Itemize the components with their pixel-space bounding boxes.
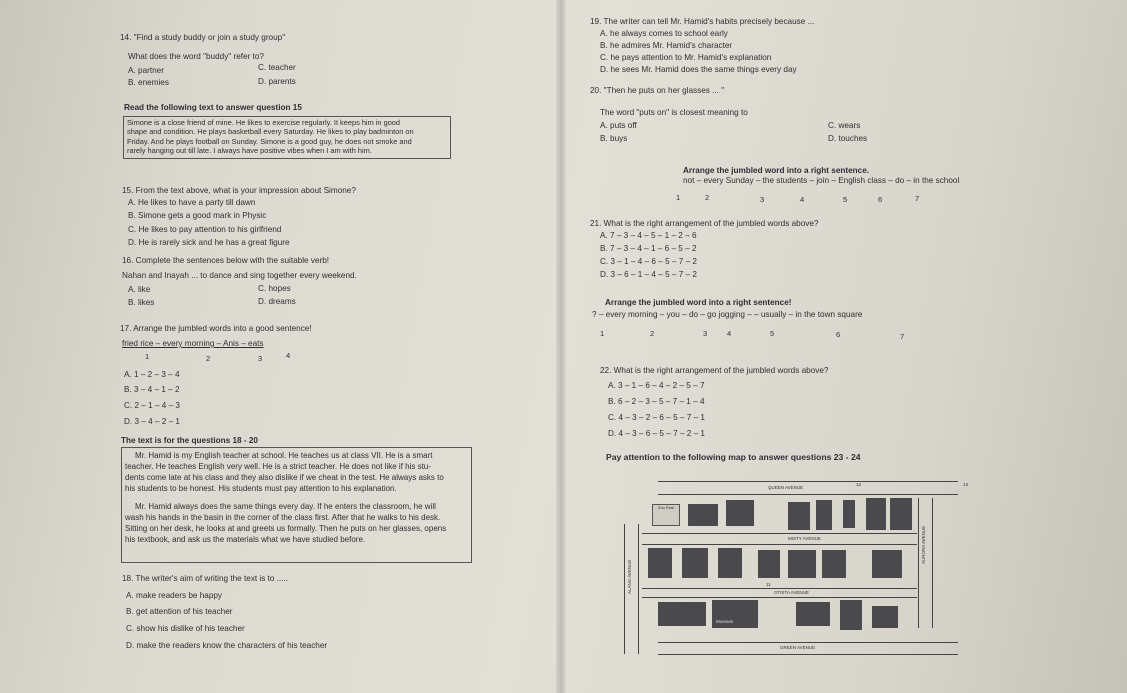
q18-option-a: A. make readers be happy bbox=[126, 591, 223, 600]
q19-prompt: 19. The writer can tell Mr. Hamid's habits precisely because ... bbox=[590, 17, 815, 26]
arrange1-num: 1 bbox=[676, 193, 681, 202]
road-edge bbox=[918, 498, 919, 628]
q14-option-a: A. partner bbox=[128, 66, 164, 75]
story-line: dents come late at his class and they also dislike if we cheat in the test. He always asks to bbox=[125, 473, 444, 482]
street-label: QUEEN AVENUE bbox=[768, 485, 804, 490]
q16-option-d: D. dreams bbox=[258, 297, 296, 306]
story-line: his students to be honest. His students must pay attention to his explanation. bbox=[125, 484, 397, 493]
q17-option-c: C. 2 – 1 – 4 – 3 bbox=[124, 401, 180, 410]
q14-question: What does the word "buddy" refer to? bbox=[128, 52, 264, 61]
road-edge bbox=[658, 654, 958, 655]
q14-prompt: 14. "Find a study buddy or join a study group" bbox=[120, 33, 286, 42]
road-edge bbox=[638, 524, 639, 654]
map-heading: Pay attention to the following map to answer questions 23 - 24 bbox=[606, 452, 861, 462]
map-block bbox=[788, 502, 810, 530]
road-edge bbox=[658, 642, 958, 643]
arrange2-num: 4 bbox=[727, 329, 732, 338]
q17-prompt: 17. Arrange the jumbled words into a good sentence! bbox=[120, 324, 312, 333]
reading-heading: Read the following text to answer question 15 bbox=[124, 103, 302, 112]
map-block bbox=[726, 500, 754, 526]
arrange2-num: 3 bbox=[703, 329, 708, 338]
arrange1-num: 2 bbox=[705, 193, 710, 202]
q22-prompt: 22. What is the right arrangement of the jumbled words above? bbox=[600, 366, 829, 375]
q17-num: 3 bbox=[258, 354, 263, 363]
story-heading: The text is for the questions 18 - 20 bbox=[121, 436, 258, 445]
arrange2-num: 2 bbox=[650, 329, 655, 338]
map-block bbox=[718, 548, 742, 578]
arrange1-num: 4 bbox=[800, 195, 805, 204]
arrange1-num: 5 bbox=[843, 195, 848, 204]
reading-line: rarely hanging out till late. I always have positive vibes when I am with him. bbox=[127, 145, 372, 155]
story-line: his textbook, and ask us the materials what we have studied before. bbox=[125, 535, 366, 544]
q20-prompt: 20. "Then he puts on her glasses ... " bbox=[590, 86, 725, 95]
arrange2-num: 7 bbox=[900, 332, 905, 341]
road-edge bbox=[932, 498, 933, 628]
q19-option-d: D. he sees Mr. Hamid does the same things every day bbox=[600, 65, 797, 74]
q20-option-d: D. touches bbox=[828, 134, 868, 143]
city-map bbox=[618, 476, 973, 661]
q21-option-a: A. 7 – 3 – 4 – 5 – 1 – 2 – 6 bbox=[600, 231, 697, 240]
arrange2-num: 5 bbox=[770, 329, 775, 338]
q20-option-c: C. wears bbox=[828, 121, 861, 130]
road-edge bbox=[642, 588, 917, 589]
story-line: wash his hands in the basin in the corner of the class first. After that he walks to his desk. bbox=[125, 513, 441, 522]
q16-sentence: Nahan and Inayah ... to dance and sing together every weekend. bbox=[122, 271, 357, 280]
q18-option-d: D. make the readers know the characters of his teacher bbox=[126, 641, 328, 650]
q16-option-c: C. hopes bbox=[258, 284, 291, 293]
q17-option-a: A. 1 – 2 – 3 – 4 bbox=[124, 370, 180, 379]
q17-num: 2 bbox=[206, 354, 211, 363]
street-label: OTISTA AVENUE bbox=[774, 590, 809, 595]
q17-num: 1 bbox=[145, 352, 150, 361]
map-number: 12 bbox=[856, 482, 862, 487]
q22-option-a: A. 3 – 1 – 6 – 4 – 2 – 5 – 7 bbox=[608, 381, 705, 390]
page-fold bbox=[556, 0, 566, 693]
q15-option-d: D. He is rarely sick and he has a great figure bbox=[128, 238, 290, 247]
q18-prompt: 18. The writer's aim of writing the text is to ..... bbox=[122, 574, 289, 583]
q20-option-a: A. puts off bbox=[600, 121, 637, 130]
zoo-park bbox=[652, 504, 680, 526]
q20-option-b: B. buys bbox=[600, 134, 628, 143]
q16-prompt: 16. Complete the sentences below with the suitable verb! bbox=[122, 256, 330, 265]
q21-option-c: C. 3 – 1 – 4 – 6 – 5 – 7 – 2 bbox=[600, 257, 697, 266]
arrange1-words: not – every Sunday – the students – join – English class – do – in the school bbox=[683, 176, 960, 185]
map-block bbox=[788, 550, 816, 578]
q22-option-c: C. 4 – 3 – 2 – 6 – 5 – 7 – 1 bbox=[608, 413, 705, 422]
q15-option-a: A. He likes to have a party till dawn bbox=[128, 198, 256, 207]
reading-line: Friday. And he plays football on Sunday. Simone is a good guy, he does not smoke and bbox=[127, 136, 412, 146]
story-line: Mr. Hamid always does the same things every day. If he enters the classroom, he will bbox=[135, 502, 436, 511]
q19-option-a: A. he always comes to school early bbox=[600, 29, 728, 38]
map-block bbox=[758, 550, 780, 578]
map-block bbox=[816, 500, 832, 530]
map-block bbox=[648, 548, 672, 578]
q15-option-c: C. He likes to pay attention to his girlfriend bbox=[128, 225, 282, 234]
q21-option-b: B. 7 – 3 – 4 – 1 – 6 – 5 – 2 bbox=[600, 244, 697, 253]
road-edge bbox=[658, 481, 958, 482]
q15-prompt: 15. From the text above, what is your impression about Simone? bbox=[122, 186, 356, 195]
arrange1-heading: Arrange the jumbled word into a right sentence. bbox=[683, 166, 870, 175]
map-block bbox=[840, 600, 862, 630]
q22-option-d: D. 4 – 3 – 6 – 5 – 7 – 2 – 1 bbox=[608, 429, 705, 438]
map-block bbox=[890, 498, 912, 530]
arrange2-num: 6 bbox=[836, 330, 841, 339]
q19-option-c: C. he pays attention to Mr. Hamid's explanation bbox=[600, 53, 772, 62]
map-block bbox=[822, 550, 846, 578]
street-label: MISTY AVENUE bbox=[788, 536, 821, 541]
road-edge bbox=[642, 597, 917, 598]
q14-option-c: C. teacher bbox=[258, 63, 296, 72]
q16-option-b: B. likes bbox=[128, 298, 155, 307]
street-label: ALANG AVENUE bbox=[627, 559, 632, 594]
q18-option-c: C. show his dislike of his teacher bbox=[126, 624, 245, 633]
map-block bbox=[872, 550, 902, 578]
street-label: AURORA AVENUE bbox=[921, 525, 926, 564]
map-block bbox=[688, 504, 718, 526]
q18-option-b: B. get attention of his teacher bbox=[126, 607, 233, 616]
q21-option-d: D. 3 – 6 – 1 – 4 – 5 – 7 – 2 bbox=[600, 270, 697, 279]
q17-option-d: D. 3 – 4 – 2 – 1 bbox=[124, 417, 180, 426]
reading-line: Simone is a close friend of mine. He likes to exercise regularly. It keeps him in good bbox=[127, 118, 401, 127]
map-block bbox=[866, 498, 886, 530]
road-edge bbox=[658, 494, 958, 495]
story-box bbox=[121, 447, 472, 563]
q16-option-a: A. like bbox=[128, 285, 151, 294]
q19-option-b: B. he admires Mr. Hamid's character bbox=[600, 41, 733, 50]
road-edge bbox=[642, 533, 917, 534]
arrange1-num: 6 bbox=[878, 195, 883, 204]
arrange1-num: 7 bbox=[915, 194, 920, 203]
q17-num: 4 bbox=[286, 351, 291, 360]
map-number: 13 bbox=[963, 482, 969, 487]
road-edge bbox=[642, 544, 917, 545]
story-line: teacher. He teaches English very well. He is a strict teacher. He does not like if his stu- bbox=[125, 462, 431, 471]
q14-option-b: B. enemies bbox=[128, 78, 169, 87]
zoo-label: Zoo Park bbox=[657, 505, 675, 510]
arrange1-num: 3 bbox=[760, 195, 765, 204]
museum-label: Museum bbox=[716, 619, 734, 624]
map-block bbox=[682, 548, 708, 578]
q20-question: The word "puts on" is closest meaning to bbox=[600, 108, 748, 117]
reading-line: shape and condition. He plays basketball every Saturday. He likes to play badminton on bbox=[127, 127, 414, 137]
map-block bbox=[796, 602, 830, 626]
q15-option-b: B. Simone gets a good mark in Physic bbox=[128, 211, 267, 220]
story-line: Mr. Hamid is my English teacher at school. He teaches us at class VII. He is a smart bbox=[135, 451, 433, 460]
story-line: Sitting on her desk, he looks at and greets us formally. Then he puts on her glasses, opens bbox=[125, 524, 447, 533]
arrange2-num: 1 bbox=[600, 329, 605, 338]
map-number: 11 bbox=[766, 582, 771, 587]
q22-option-b: B. 6 – 2 – 3 – 5 – 7 – 1 – 4 bbox=[608, 397, 705, 406]
arrange2-heading: Arrange the jumbled word into a right sentence! bbox=[605, 298, 792, 307]
q17-words: fried rice – every morning – Anis – eats bbox=[122, 339, 264, 348]
map-block bbox=[658, 602, 706, 626]
map-block bbox=[843, 500, 855, 528]
road-edge bbox=[624, 524, 625, 654]
reading-box bbox=[123, 116, 451, 159]
map-block bbox=[872, 606, 898, 628]
arrange2-words: ? – every morning – you – do – go jogging – – usually – in the town square bbox=[592, 310, 863, 319]
street-label: GREEN AVENUE bbox=[780, 645, 816, 650]
q21-prompt: 21. What is the right arrangement of the jumbled words above? bbox=[590, 219, 819, 228]
q14-option-d: D. parents bbox=[258, 77, 296, 86]
q17-option-b: B. 3 – 4 – 1 – 2 bbox=[124, 385, 180, 394]
